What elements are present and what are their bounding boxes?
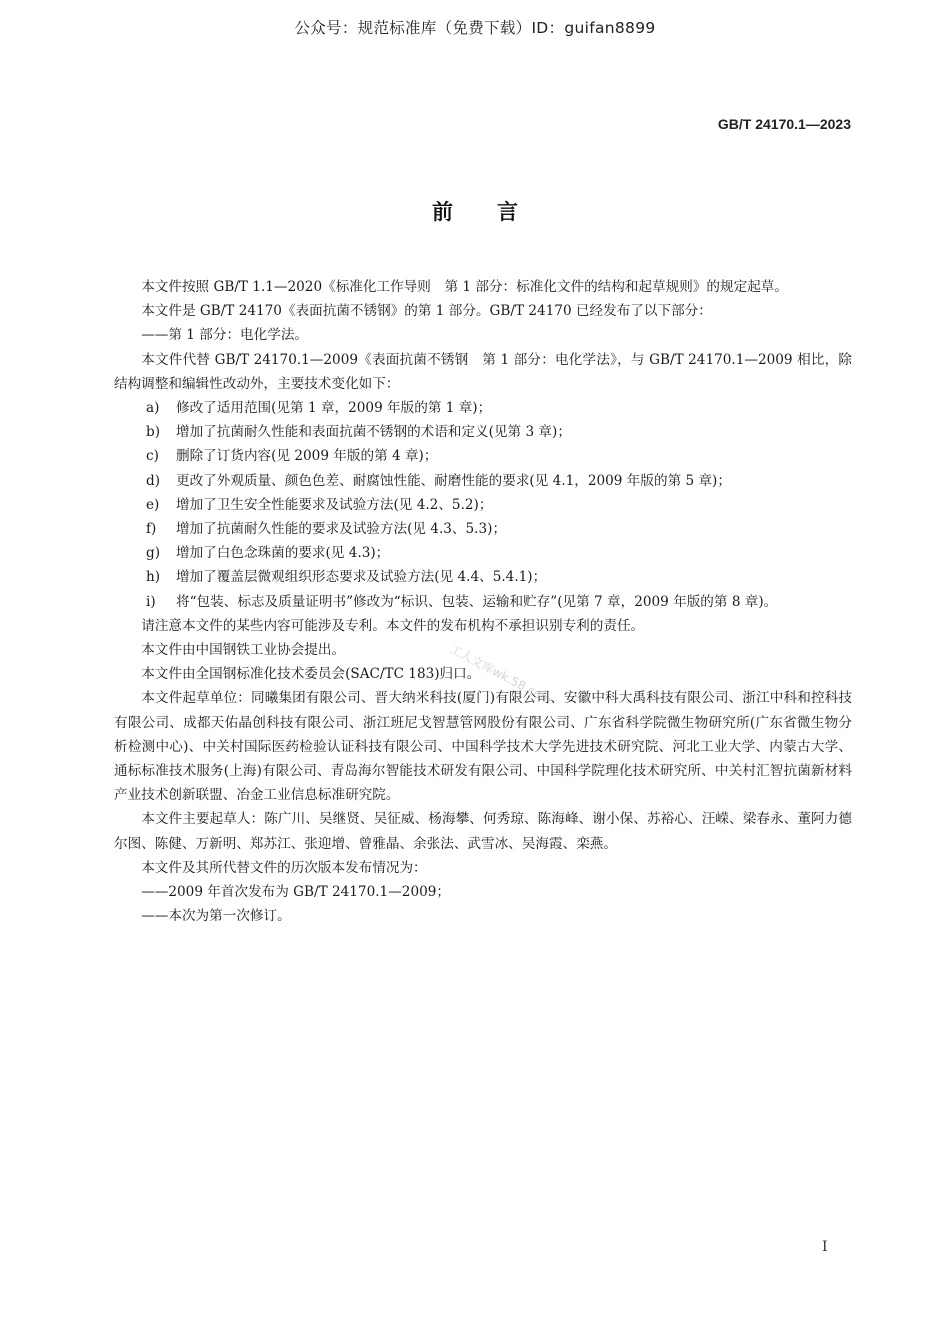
paragraph: 本文件及其所代替文件的历次版本发布情况为： [141, 859, 427, 876]
standard-code: GB/T 24170.1—2023 [717, 116, 851, 132]
paragraph: ——本次为第一次修订。 [141, 908, 291, 925]
list-item-text: 增加了抗菌耐久性能和表面抗菌不锈钢的术语和定义(见第 3 章)； [176, 424, 571, 441]
list-item [114, 396, 852, 420]
foreword-body [114, 275, 852, 928]
paragraph: 本文件代替 GB/T 24170.1—2009《表面抗菌不锈钢 第 1 部分：电化学法》，与 GB/T 24170.1—2009 相比，除结构调整和编辑性改动外，主要技术变化如下： [114, 351, 852, 392]
list-item [114, 590, 852, 614]
top-banner: 公众号：规范标准库（免费下载）ID：guifan8899 [294, 19, 656, 37]
list-item [114, 493, 852, 517]
paragraph: ——2009 年首次发布为 GB/T 24170.1—2009； [141, 884, 450, 901]
page-number: I [822, 1239, 828, 1255]
list-item-text: 将“包装、标志及质量证明书”修改为“标识、包装、运输和贮存”(见第 7 章，2009 年版的第 8 章)。 [176, 593, 778, 610]
list-item-text: 增加了白色念珠菌的要求(见 4.3)； [176, 545, 390, 562]
list-item-text: 增加了抗菌耐久性能的要求及试验方法(见 4.3、5.3)； [176, 521, 507, 538]
watermark: 工人文库wk.58.com [447, 641, 555, 708]
changes-list [114, 396, 852, 614]
page-title: 前言 [432, 200, 562, 224]
list-item-text: 增加了覆盖层微观组织形态要求及试验方法(见 4.4、5.4.1)； [176, 569, 547, 586]
list-item [114, 444, 852, 468]
list-item [114, 541, 852, 565]
list-item-text: 修改了适用范围(见第 1 章，2009 年版的第 1 章)； [176, 400, 492, 417]
list-marker: c) [146, 448, 159, 465]
paragraph: 请注意本文件的某些内容可能涉及专利。本文件的发布机构不承担识别专利的责任。 [141, 617, 645, 634]
list-item-text: 增加了卫生安全性能要求及试验方法(见 4.2、5.2)； [176, 496, 493, 513]
list-marker: i) [146, 593, 156, 610]
paragraph: 本文件按照 GB/T 1.1—2020《标准化工作导则 第 1 部分：标准化文件的结构和起草规则》的规定起草。 [141, 279, 788, 295]
paragraph: 本文件主要起草人：陈广川、吴继贤、吴征威、杨海攀、何秀琼、陈海峰、谢小保、苏裕心、汪嵘、梁春永、董阿力德尔图、陈健、万新明、郑苏江、张迎增、曾雅晶、余张法、武雪冰、吴海霞、栾燕。 [114, 811, 852, 852]
list-marker: h) [146, 569, 161, 586]
paragraph: 本文件由全国钢标准化技术委员会(SAC/TC 183)归口。 [141, 666, 481, 683]
list-marker: e) [146, 496, 160, 513]
list-item [114, 565, 852, 589]
paragraph: 本文件由中国钢铁工业协会提出。 [141, 642, 346, 659]
list-marker: a) [146, 400, 160, 417]
list-item [114, 420, 852, 444]
paragraph: 本文件是 GB/T 24170《表面抗菌不锈钢》的第 1 部分。GB/T 24170 已经发布了以下部分： [141, 303, 712, 320]
list-marker: f) [146, 521, 157, 538]
list-marker: g) [146, 545, 161, 562]
list-marker: d) [146, 472, 161, 489]
list-marker: b) [146, 424, 161, 441]
list-item-text: 删除了订货内容(见 2009 年版的第 4 章)； [176, 448, 438, 465]
list-item [114, 517, 852, 541]
list-item-text: 更改了外观质量、颜色色差、耐腐蚀性能、耐磨性能的要求(见 4.1，2009 年版的第 5 章)； [176, 472, 731, 489]
paragraph: 本文件起草单位：同曦集团有限公司、晋大纳米科技(厦门)有限公司、安徽中科大禹科技有限公司、浙江中科和控科技有限公司、成都天佑晶创科技有限公司、浙江班尼戈智慧管网股份有限公司、广东省科学院微生物研究所(广东省微生物分析检测中心)、中关村国际医药检验认证科技有限公司、中国科学技术大学先进技术研究院、河北工业大学、内蒙古大学、通标标准技术服务(上海)有限公司、青岛海尔智能技术研发有限公司、中国科学院理化技术研究所、中关村汇智抗菌新材料产业技术创新联盟、冶金工业信息标准研究院。 [114, 690, 852, 804]
list-item [114, 469, 852, 493]
paragraph: ——第 1 部分：电化学法。 [141, 327, 309, 344]
